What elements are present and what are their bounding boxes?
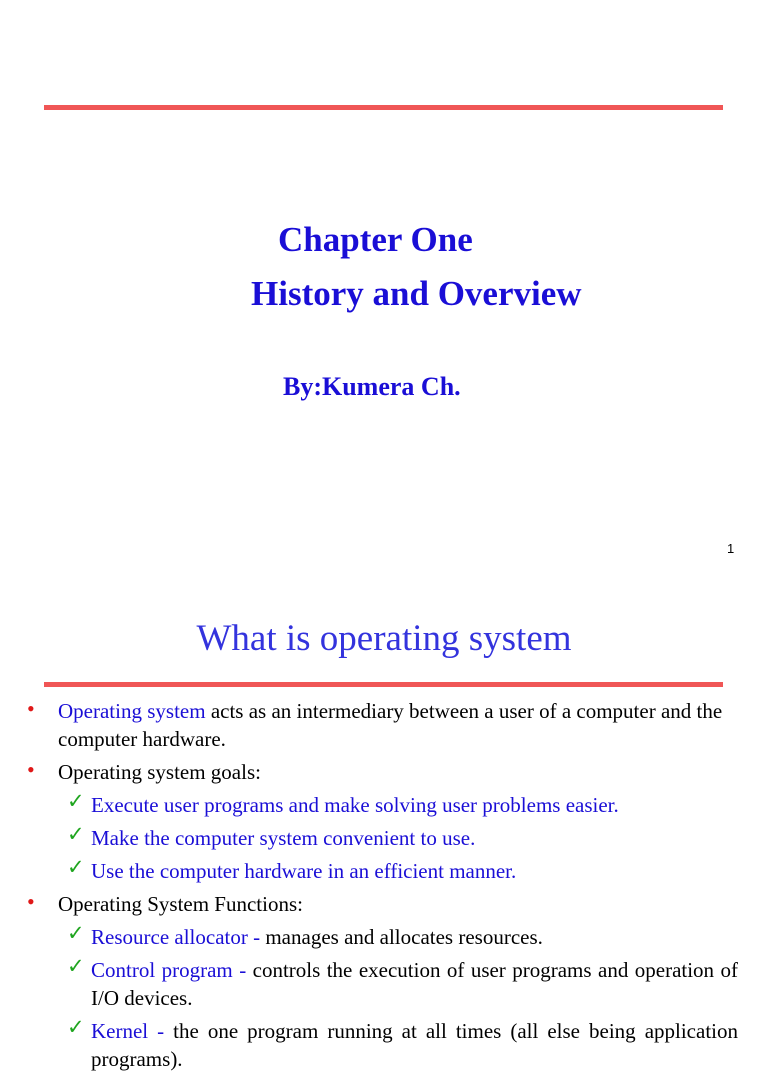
sub-list-item <box>0 923 768 951</box>
sub-item-text: controls the execution of user programs and operation of I/O devices. <box>91 958 738 1010</box>
title-divider <box>44 682 723 687</box>
sub-item-text: Execute user programs and make solving user problems easier. <box>91 793 619 817</box>
sub-list-item <box>0 824 768 852</box>
sub-item-text: manages and allocates resources. <box>265 925 543 949</box>
list-item <box>0 758 768 786</box>
sub-item-term: Resource allocator - <box>91 925 266 949</box>
list-item <box>0 890 768 918</box>
chapter-title: Chapter One <box>278 220 473 259</box>
checkmark-icon: ✓ <box>67 921 85 945</box>
item-text: Operating System Functions: <box>58 892 303 916</box>
checkmark-icon: ✓ <box>67 855 85 879</box>
sub-item-term: Kernel - <box>91 1019 174 1043</box>
sub-item-text: Use the computer hardware in an efficient manner. <box>91 859 517 883</box>
checkmark-icon: ✓ <box>67 822 85 846</box>
sub-list-item <box>0 1017 768 1073</box>
sub-list-item <box>0 791 768 819</box>
author-line: By:Kumera Ch. <box>283 372 461 401</box>
bullet-dot-icon: • <box>27 757 35 782</box>
item-text: Operating system goals: <box>58 760 261 784</box>
chapter-subtitle: History and Overview <box>251 274 582 313</box>
sub-item-text: the one program running at all times (all else being application programs). <box>91 1019 738 1071</box>
page-number: 1 <box>727 541 735 556</box>
bullet-dot-icon: • <box>27 889 35 914</box>
top-divider <box>44 105 723 110</box>
sub-item-text: Make the computer system convenient to use. <box>91 826 476 850</box>
list-item <box>0 697 768 753</box>
bullet-list <box>0 697 768 1078</box>
bullet-dot-icon: • <box>27 696 35 721</box>
checkmark-icon: ✓ <box>67 1015 85 1039</box>
sub-item-term: Control program - <box>91 958 253 982</box>
checkmark-icon: ✓ <box>67 954 85 978</box>
term-highlight: Operating system <box>58 699 206 723</box>
sub-list-item <box>0 857 768 885</box>
sub-list-item <box>0 956 768 1012</box>
checkmark-icon: ✓ <box>67 789 85 813</box>
slide-title: What is operating system <box>196 618 572 659</box>
item-text: acts as an intermediary between a user of a computer and the computer hardware. <box>58 699 723 751</box>
